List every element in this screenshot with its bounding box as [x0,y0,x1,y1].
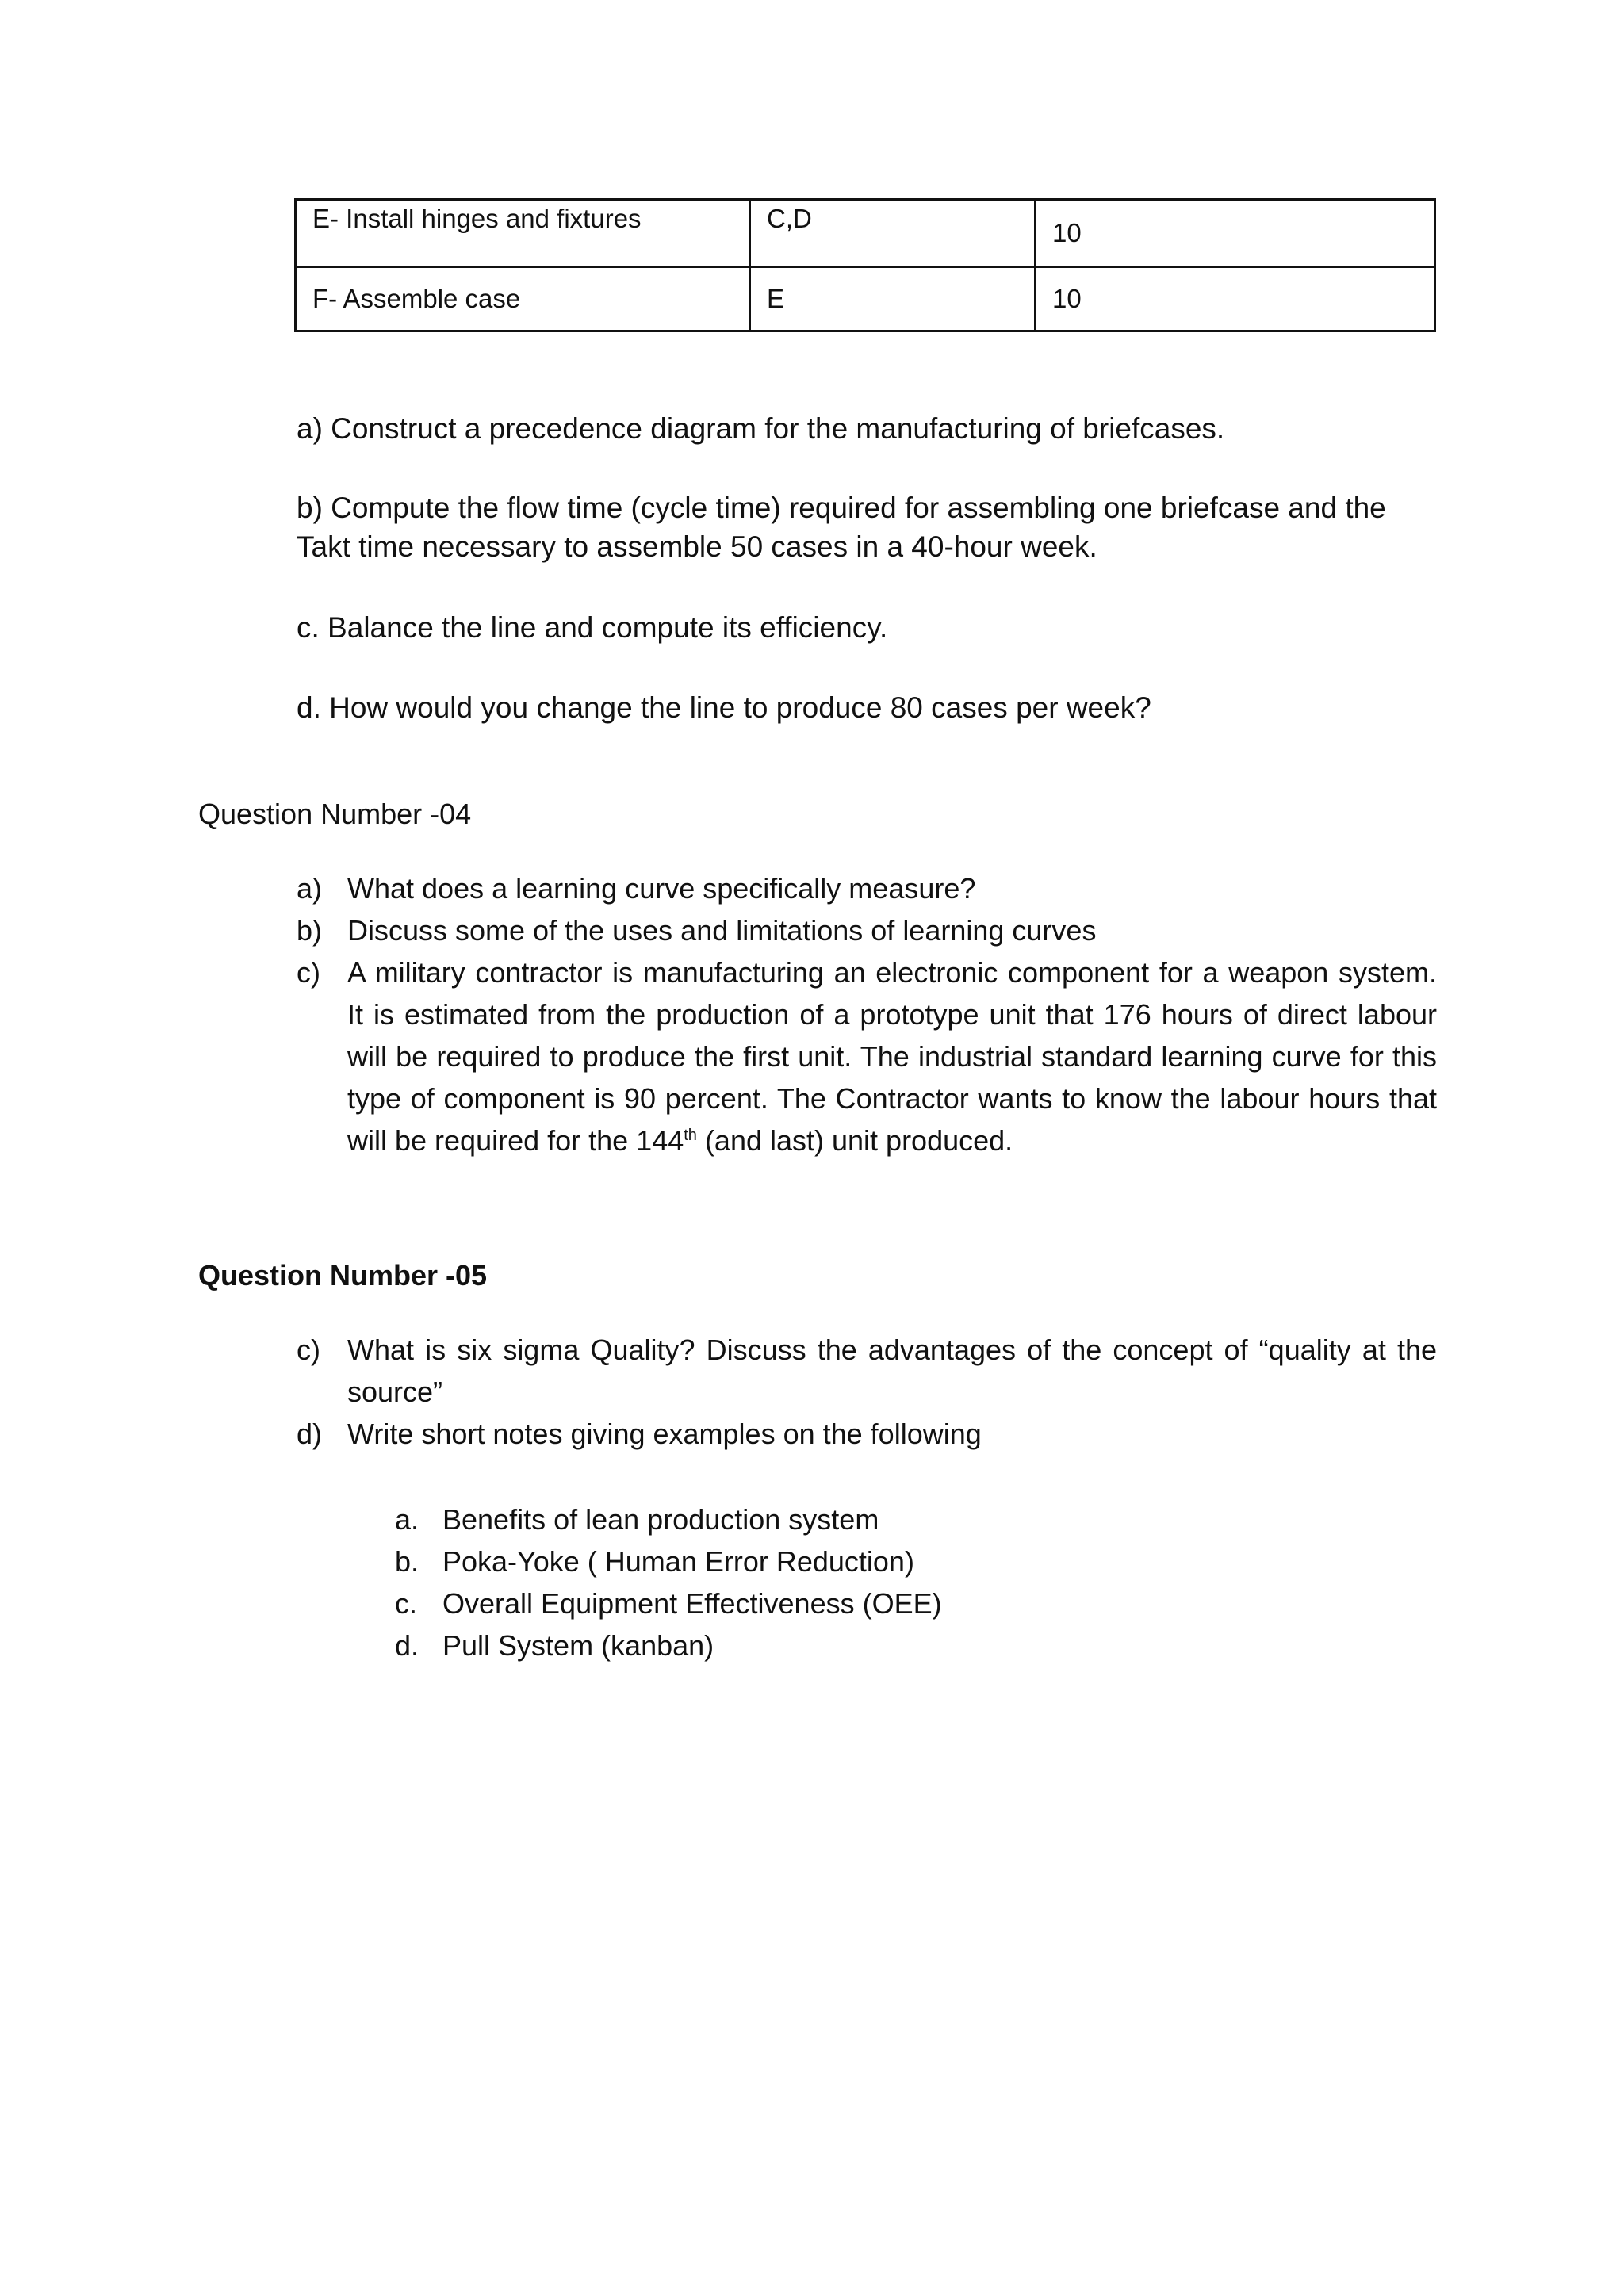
q3-part-a: a) Construct a precedence diagram for the manufacturing of briefcases. [297,412,1225,445]
item-label: b. [395,1545,419,1578]
item-label: d) [297,1418,323,1450]
q3-part-b-line1: b) Compute the flow time (cycle time) required for assembling one briefcase and the [297,492,1386,524]
item-text: Benefits of lean production system [442,1503,879,1536]
item-text: What is six sigma Quality? Discuss the advantages of the concept of “quality at the source” [347,1334,1437,1408]
item-label: a) [297,872,323,905]
item-label: c) [297,956,320,989]
predecessor-cell: E [750,267,1036,331]
q4-heading: Question Number -04 [198,798,472,830]
item-label: c. [395,1587,418,1620]
item-text: A military contractor is manufacturing an electronic component for a weapon system. It is estimated from the production of a prototype unit that 176 hours of direct labour will be required to produce the first unit. The industrial standard learning curve for this type of component is 90 percent. The Contractor wants to know the labour hours that will be required for the 144th (and last) unit produced. [347,956,1437,1157]
time-cell: 10 [1036,200,1435,267]
task-cell: E- Install hinges and fixtures [296,200,750,267]
item-label: b) [297,914,323,947]
item-text: Discuss some of the uses and limitations of learning curves [347,914,1097,947]
item-text: Write short notes giving examples on the following [347,1418,982,1450]
time-cell: 10 [1036,267,1435,331]
item-label: d. [395,1629,419,1662]
predecessor-cell: C,D [750,200,1036,267]
q3-part-d: d. How would you change the line to produce 80 cases per week? [297,691,1151,724]
item-text: Overall Equipment Effectiveness (OEE) [442,1587,942,1620]
task-table [294,198,1436,332]
table-row [296,267,1435,331]
item-text: Pull System (kanban) [442,1629,714,1662]
q5-heading: Question Number -05 [198,1259,488,1292]
superscript: th [684,1127,697,1144]
item-label: a. [395,1503,419,1536]
item-text: What does a learning curve specifically measure? [347,872,976,905]
table-row [296,200,1435,267]
item-text: Poka-Yoke ( Human Error Reduction) [442,1545,914,1578]
q3-part-c: c. Balance the line and compute its efficiency. [297,611,888,644]
task-cell: F- Assemble case [296,267,750,331]
q3-part-b-line2: Takt time necessary to assemble 50 cases in a 40-hour week. [297,530,1097,563]
item-label: c) [297,1334,320,1366]
